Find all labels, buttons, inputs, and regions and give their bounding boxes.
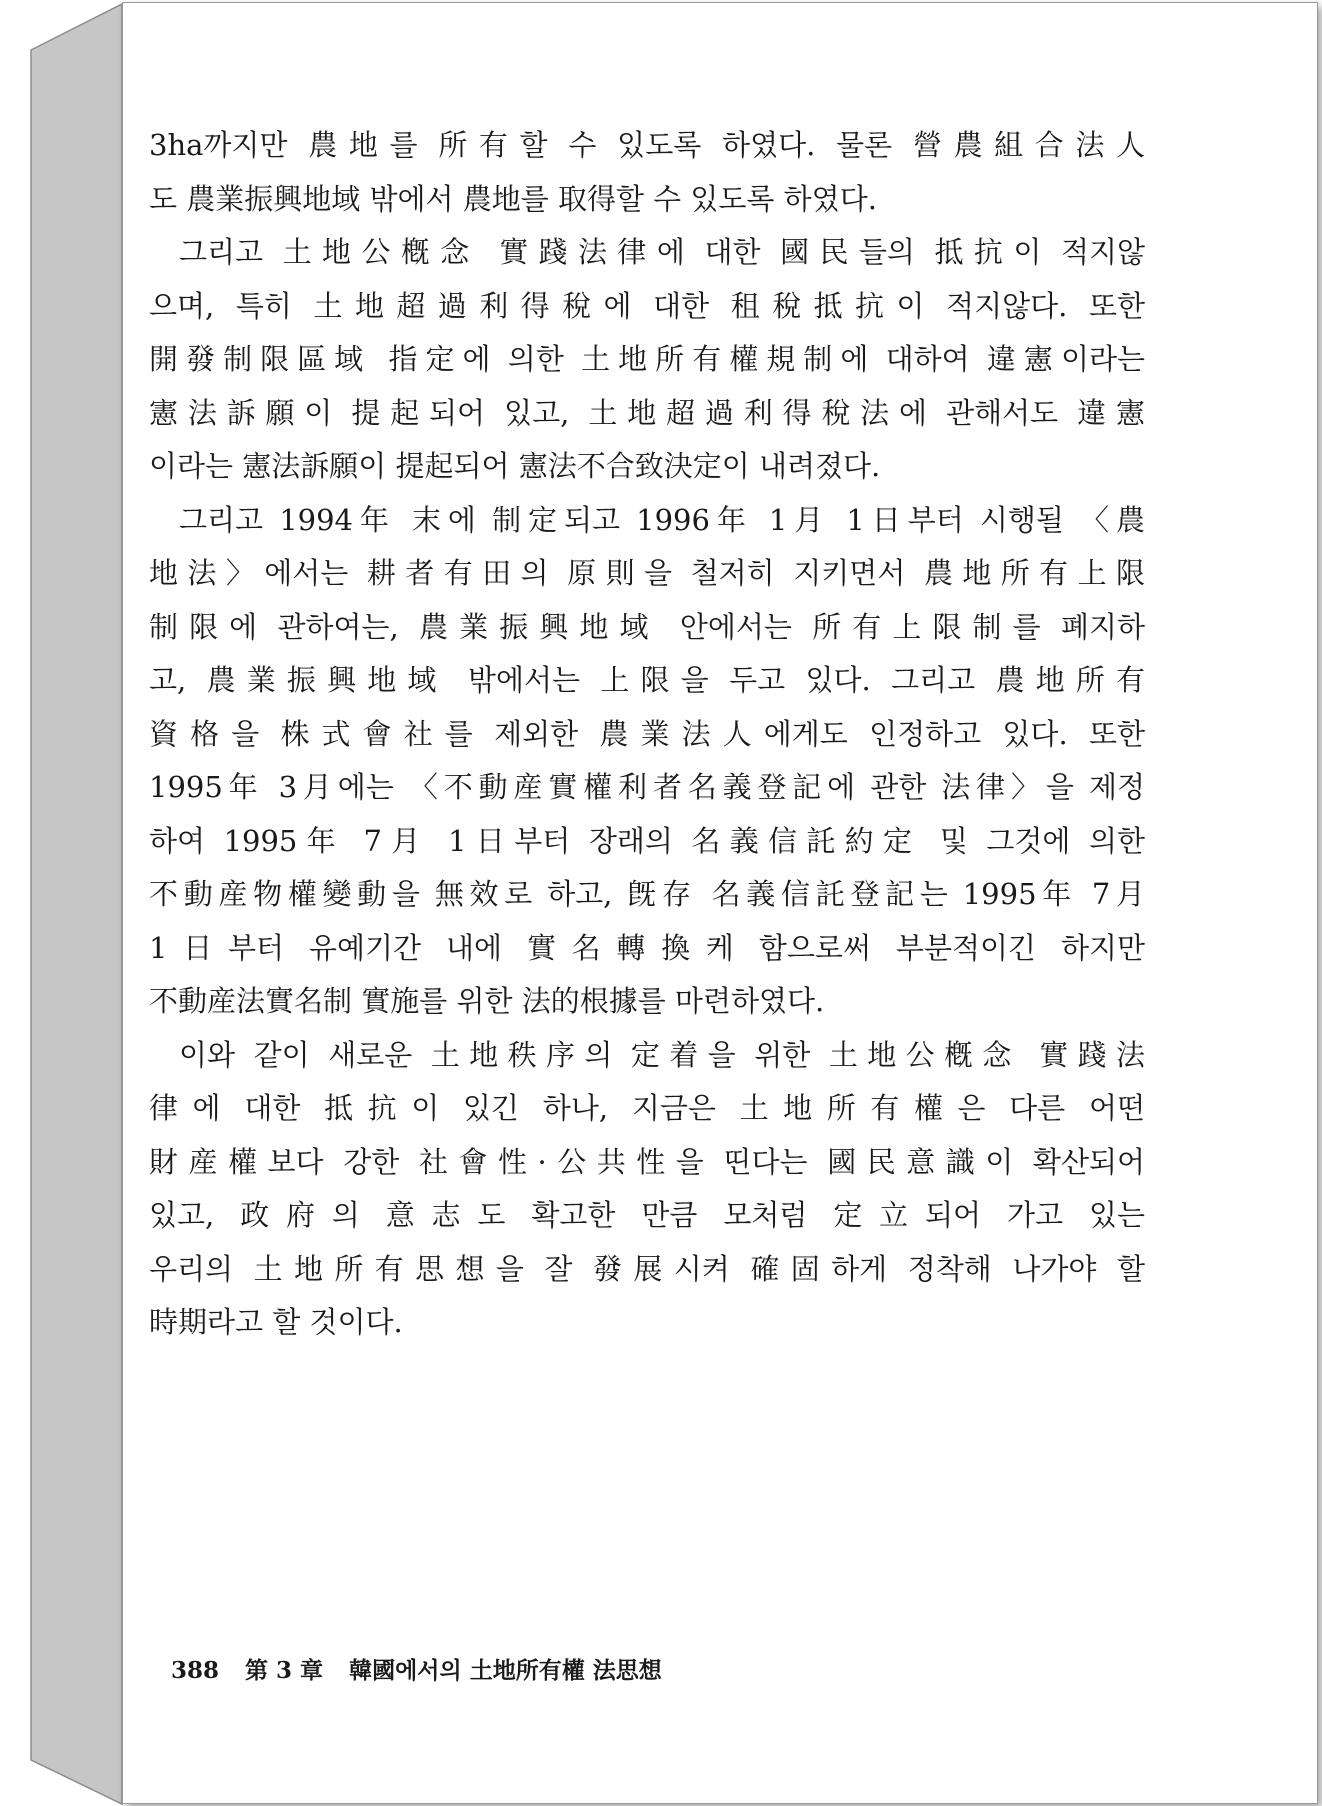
paragraph bbox=[149, 226, 1145, 494]
text-line: 그리고 1994年 末에 制定되고 1996年 1月 1日부터 시행될 〈農 bbox=[179, 502, 1145, 537]
page-footer bbox=[171, 1652, 680, 1685]
text-line: 資格을 株式會社를 제외한 農業法人에게도 인정하고 있다. 또한 bbox=[149, 716, 1145, 751]
text-line: 3ha까지만 農地를 所有할 수 있도록 하였다. 물론 營農組合法人 bbox=[149, 128, 1145, 162]
text-line: 憲法訴願이 提起되어 있고, 土地超過利得稅法에 관해서도 違憲 bbox=[149, 395, 1145, 430]
paragraph bbox=[149, 119, 1145, 226]
text-line: 不動産法實名制 實施를 위한 法的根據를 마련하였다. bbox=[149, 984, 825, 1018]
text-line: 있고, 政府의 意志도 확고한 만큼 모처럼 定立되어 가고 있는 bbox=[149, 1198, 1145, 1232]
text-line: 우리의 土地所有思想을 잘 發展시켜 確固하게 정착해 나가야 할 bbox=[149, 1251, 1145, 1286]
paragraph bbox=[149, 494, 1145, 1029]
text-line: 財産權보다 강한 社會性·公共性을 띤다는 國民意識이 확산되어 bbox=[149, 1144, 1145, 1179]
text-line: 하여 1995年 7月 1日부터 장래의 名義信託約定 및 그것에 의한 bbox=[149, 823, 1145, 858]
page-number: 388 bbox=[171, 1657, 220, 1684]
text-line: 으며, 특히 土地超過利得稅에 대한 租稅抵抗이 적지않다. 또한 bbox=[149, 288, 1145, 323]
text-line: 1995年 3月에는 〈不動産實權利者名義登記에 관한 法律〉을 제정 bbox=[149, 770, 1145, 804]
text-line: 고, 農業振興地域 밖에서는 上限을 두고 있다. 그리고 農地所有 bbox=[149, 663, 1145, 697]
page-body-text bbox=[149, 119, 1145, 1350]
text-line: 時期라고 할 것이다. bbox=[149, 1305, 403, 1339]
text-line: 이와 같이 새로운 土地秩序의 定着을 위한 土地公槪念 實踐法 bbox=[179, 1037, 1145, 1072]
text-line: 地法〉에서는 耕者有田의 原則을 철저히 지키면서 農地所有上限 bbox=[149, 556, 1145, 590]
text-line: 制限에 관하여는, 農業振興地域 안에서는 所有上限制를 폐지하 bbox=[149, 609, 1145, 644]
text-line: 開發制限區域 指定에 의한 土地所有權規制에 대하여 違憲이라는 bbox=[149, 342, 1145, 376]
chapter-label: 第 3 章 bbox=[245, 1657, 324, 1684]
text-line: 도 農業振興地域 밖에서 農地를 取得할 수 있도록 하였다. bbox=[149, 181, 877, 216]
text-line: 이라는 憲法訴願이 提起되어 憲法不合致決定이 내려졌다. bbox=[149, 449, 881, 483]
text-line: 1日부터 유예기간 내에 實名轉換케 함으로써 부분적이긴 하지만 bbox=[149, 930, 1145, 965]
text-line: 不動産物權變動을 無效로 하고, 旣存 名義信託登記는 1995年 7月 bbox=[149, 877, 1145, 911]
text-line: 그리고 土地公槪念 實踐法律에 대한 國民들의 抵抗이 적지않 bbox=[179, 235, 1145, 269]
text-line: 律에 대한 抵抗이 있긴 하나, 지금은 土地所有權은 다른 어떤 bbox=[149, 1091, 1145, 1125]
paragraph bbox=[149, 1029, 1145, 1350]
chapter-title: 韓國에서의 土地所有權 法思想 bbox=[349, 1657, 662, 1684]
